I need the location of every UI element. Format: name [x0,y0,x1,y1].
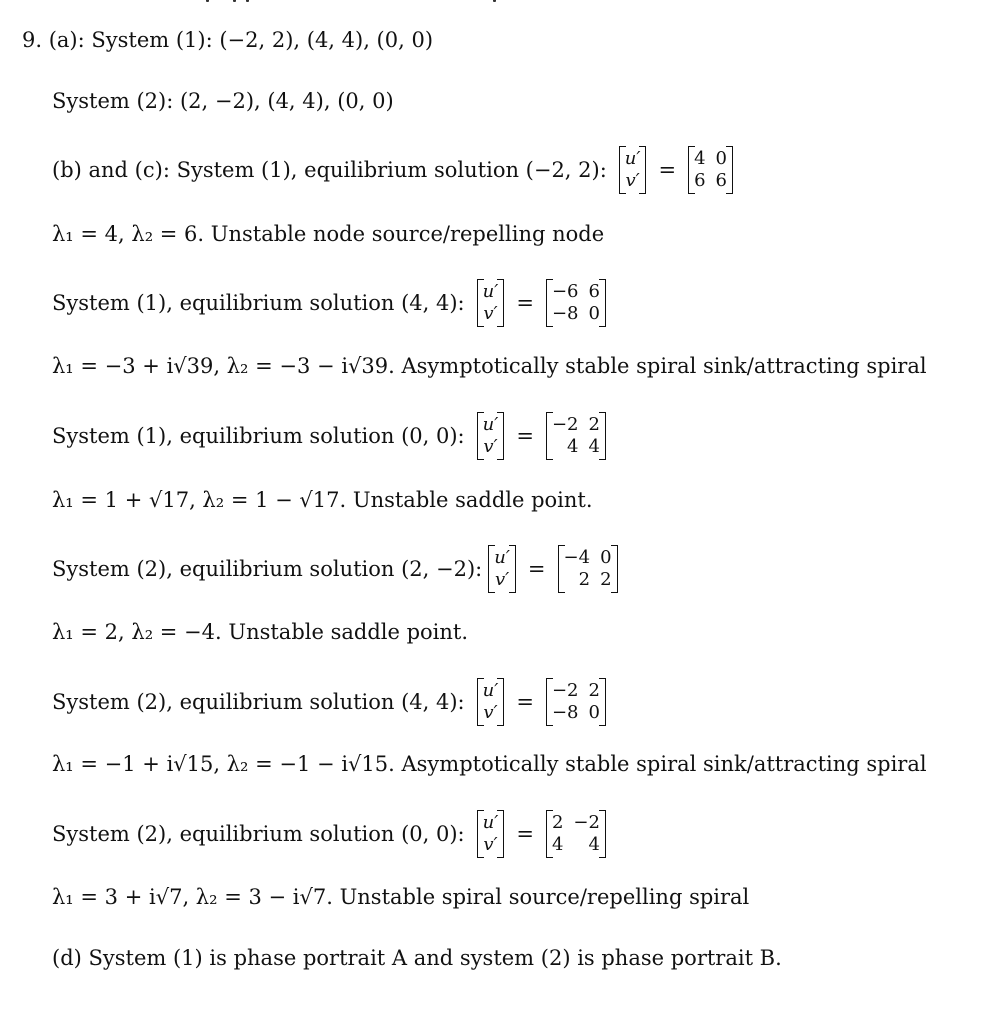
eigenvalue-line: λ₁ = −3 + i√39, λ₂ = −3 − i√39. Asymptotically stable spiral sink/attracting spiral [52,354,927,378]
equals-sign: = [516,822,534,846]
equals-sign: = [527,557,546,581]
equals-sign: = [516,690,534,714]
entry-row [52,412,610,460]
jacobian-matrix: −6 6 −8 0 [546,279,606,327]
equals-sign: = [516,424,534,448]
entry-label: System (2), equilibrium solution (2, −2): [52,557,483,581]
jacobian-matrix: 2 −2 4 4 [546,810,606,858]
uv-vector: u′ v′ [477,678,505,726]
equals-sign: = [516,291,534,315]
jacobian-matrix: −2 2 4 4 [546,412,606,460]
part-a-system2: System (2): (2, −2), (4, 4), (0, 0) [52,89,394,113]
jacobian-matrix: 4 0 6 6 [688,146,733,194]
entry-label: (b) and (c): System (1), equilibrium solution (−2, 2): [52,158,607,182]
entry-row [52,545,622,593]
question-header: 9. (a): System (1): (−2, 2), (4, 4), (0, 0) [22,28,434,52]
jacobian-matrix: −2 2 −8 0 [546,678,606,726]
entry-label: System (1), equilibrium solution (4, 4): [52,291,465,315]
equals-sign: = [658,158,677,182]
uv-vector: u′ v′ [488,545,516,593]
jacobian-matrix: −4 0 2 2 [558,545,618,593]
entry-label: System (2), equilibrium solution (4, 4): [52,690,465,714]
uv-vector: u′ v′ [477,412,505,460]
eigenvalue-line: λ₁ = 1 + √17, λ₂ = 1 − √17. Unstable saddle point. [52,488,593,512]
entry-row [52,810,610,858]
uv-vector: u′ v′ [477,279,505,327]
part-d-conclusion: (d) System (1) is phase portrait A and system (2) is phase portrait B. [52,946,782,970]
eigenvalue-line: λ₁ = 2, λ₂ = −4. Unstable saddle point. [52,620,469,644]
eigenvalue-line: λ₁ = −1 + i√15, λ₂ = −1 − i√15. Asymptotically stable spiral sink/attracting spiral [52,752,927,776]
cropped-previous-line [0,0,1006,6]
entry-row [52,146,737,194]
entry-label: System (1), equilibrium solution (0, 0): [52,424,465,448]
entry-row [52,279,610,327]
eigenvalue-line: λ₁ = 4, λ₂ = 6. Unstable node source/repelling node [52,222,605,246]
eigenvalue-line: λ₁ = 3 + i√7, λ₂ = 3 − i√7. Unstable spiral source/repelling spiral [52,885,750,909]
uv-vector: u′ v′ [619,146,647,194]
uv-vector: u′ v′ [477,810,505,858]
entry-label: System (2), equilibrium solution (0, 0): [52,822,465,846]
entry-row [52,678,610,726]
